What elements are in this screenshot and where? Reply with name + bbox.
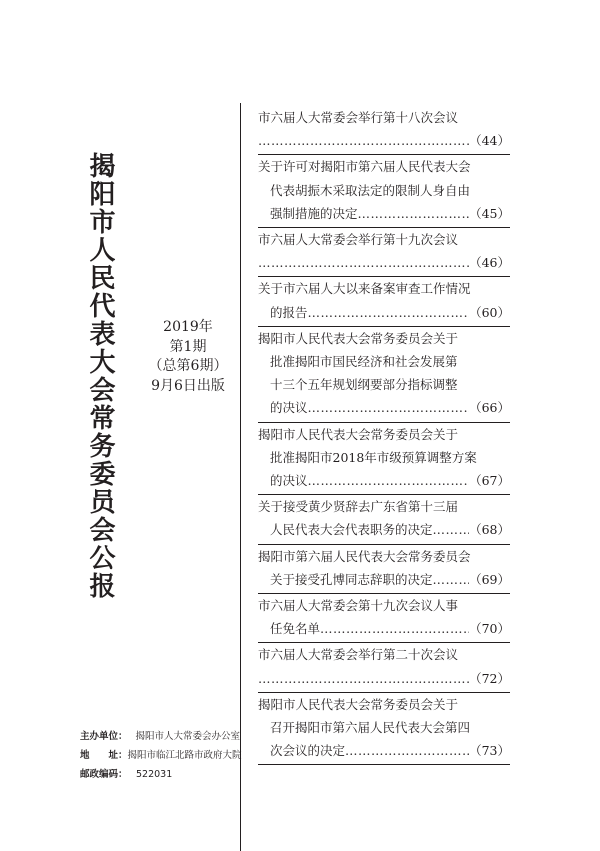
toc-entry-page-line bbox=[258, 469, 510, 492]
toc-entry-title-end: 任免名单 bbox=[270, 621, 321, 637]
toc-entry[interactable] bbox=[258, 594, 510, 643]
address-label: 地 址： bbox=[80, 750, 128, 761]
dot-leader bbox=[308, 469, 470, 492]
toc-entry[interactable] bbox=[258, 495, 510, 544]
toc-entry-title-end: 的报告 bbox=[270, 304, 308, 320]
dot-leader bbox=[258, 129, 469, 152]
toc-entry-title-end: 的决议 bbox=[270, 400, 308, 416]
issue-total: （总第6期） bbox=[148, 358, 228, 374]
toc-entry-title-end: 人民代表大会代表职务的决定 bbox=[270, 522, 433, 538]
dot-leader bbox=[308, 301, 470, 324]
sponsor-value: 揭阳市人大常委会办公室 bbox=[135, 731, 240, 742]
toc-page-number: （67） bbox=[469, 473, 510, 489]
dot-leader bbox=[358, 202, 470, 225]
toc-entry-page-line bbox=[258, 396, 510, 419]
toc-entry-title-line: 批准揭阳市2018年市级预算调整方案 bbox=[270, 449, 477, 465]
toc-entry-title-line: 揭阳市人民代表大会常务委员会关于 bbox=[258, 426, 459, 442]
sponsor-label: 主办单位： bbox=[80, 731, 128, 742]
dot-leader bbox=[433, 518, 470, 541]
toc-entry-title-end: 次会议的决定 bbox=[270, 743, 346, 759]
toc-entry-page-line bbox=[258, 568, 510, 591]
toc-entry-title-line: 召开揭阳市第六届人民代表大会第四 bbox=[270, 720, 471, 736]
dot-leader bbox=[308, 396, 470, 419]
toc-page-number: （60） bbox=[469, 304, 510, 320]
publication-title: 揭阳市人民代表大会常务委员会公报 bbox=[85, 152, 115, 600]
sponsor-row bbox=[80, 727, 240, 746]
toc-entry-page-line bbox=[258, 129, 510, 152]
toc-page-number: （72） bbox=[469, 670, 510, 686]
toc-entry[interactable] bbox=[258, 643, 510, 692]
address-row bbox=[80, 746, 240, 765]
table-of-contents bbox=[258, 106, 510, 765]
toc-entry[interactable] bbox=[258, 545, 510, 594]
toc-entry-page-line bbox=[258, 617, 510, 640]
dot-leader bbox=[433, 568, 470, 591]
toc-entry-title-line: 市六届人大常委会举行第二十次会议 bbox=[258, 647, 459, 663]
toc-entry[interactable] bbox=[258, 228, 510, 277]
toc-entry[interactable] bbox=[258, 327, 510, 423]
toc-entry-title-line: 市六届人大常委会举行第十九次会议 bbox=[258, 232, 459, 248]
toc-entry-page-line bbox=[258, 739, 510, 762]
issue-number: 第1期 bbox=[169, 338, 207, 355]
toc-entry-title-line: 市六届人大常委会第十九次会议人事 bbox=[258, 598, 459, 614]
toc-entry-title-line: 揭阳市第六届人民代表大会常务委员会 bbox=[258, 548, 471, 564]
dot-leader bbox=[258, 667, 469, 690]
toc-page-number: （68） bbox=[469, 522, 510, 538]
toc-page-number: （46） bbox=[469, 255, 510, 271]
toc-entry-page-line bbox=[258, 518, 510, 541]
toc-entry-page-line bbox=[258, 301, 510, 324]
toc-entry-title-line: 关于许可对揭阳市第六届人民代表大会 bbox=[258, 159, 471, 175]
issue-date: 9月6日出版 bbox=[151, 377, 225, 394]
issue-info bbox=[138, 318, 238, 396]
toc-entry[interactable] bbox=[258, 155, 510, 228]
address-value: 揭阳市临江北路市政府大院 bbox=[127, 750, 242, 761]
postcode-value: 522031 bbox=[136, 769, 173, 780]
toc-entry-title-line: 代表胡振木采取法定的限制人身自由 bbox=[270, 182, 471, 198]
issue-year: 2019年 bbox=[163, 319, 213, 335]
toc-entry-title-line: 关于市六届人大以来备案审查工作情况 bbox=[258, 281, 471, 297]
toc-entry-page-line bbox=[258, 251, 510, 274]
postcode-row bbox=[80, 765, 240, 784]
toc-entry-title-end: 关于接受孔博同志辞职的决定 bbox=[270, 571, 433, 587]
toc-entry-title-line: 揭阳市人民代表大会常务委员会关于 bbox=[258, 330, 459, 346]
toc-entry-title-line: 十三个五年规划纲要部分指标调整 bbox=[270, 377, 458, 393]
toc-entry[interactable] bbox=[258, 277, 510, 326]
toc-entry-title-line: 关于接受黄少贤辞去广东省第十三届 bbox=[258, 499, 459, 515]
dot-leader bbox=[258, 251, 469, 274]
toc-page-number: （69） bbox=[469, 571, 510, 587]
column-divider bbox=[240, 103, 241, 851]
toc-entry-page-line bbox=[258, 202, 510, 225]
toc-entry[interactable] bbox=[258, 693, 510, 766]
toc-entry-title-end: 强制措施的决定 bbox=[270, 205, 358, 221]
toc-entry-title-line: 市六届人大常委会举行第十八次会议 bbox=[258, 110, 459, 125]
toc-page-number: （66） bbox=[469, 400, 510, 416]
toc-page-number: （70） bbox=[469, 621, 510, 637]
toc-entry-page-line bbox=[258, 667, 510, 690]
toc-entry[interactable] bbox=[258, 106, 510, 155]
toc-entry-title-line: 揭阳市人民代表大会常务委员会关于 bbox=[258, 696, 459, 712]
toc-entry-title-end: 的决议 bbox=[270, 473, 308, 489]
dot-leader bbox=[345, 739, 469, 762]
toc-entry[interactable] bbox=[258, 423, 510, 496]
toc-page-number: （73） bbox=[469, 743, 510, 759]
toc-entry-title-line: 批准揭阳市国民经济和社会发展第 bbox=[270, 354, 458, 370]
toc-page-number: （44） bbox=[469, 133, 510, 149]
toc-page-number: （45） bbox=[469, 205, 510, 221]
publisher-info bbox=[80, 727, 240, 784]
dot-leader bbox=[320, 617, 469, 640]
postcode-label: 邮政编码： bbox=[80, 769, 128, 780]
